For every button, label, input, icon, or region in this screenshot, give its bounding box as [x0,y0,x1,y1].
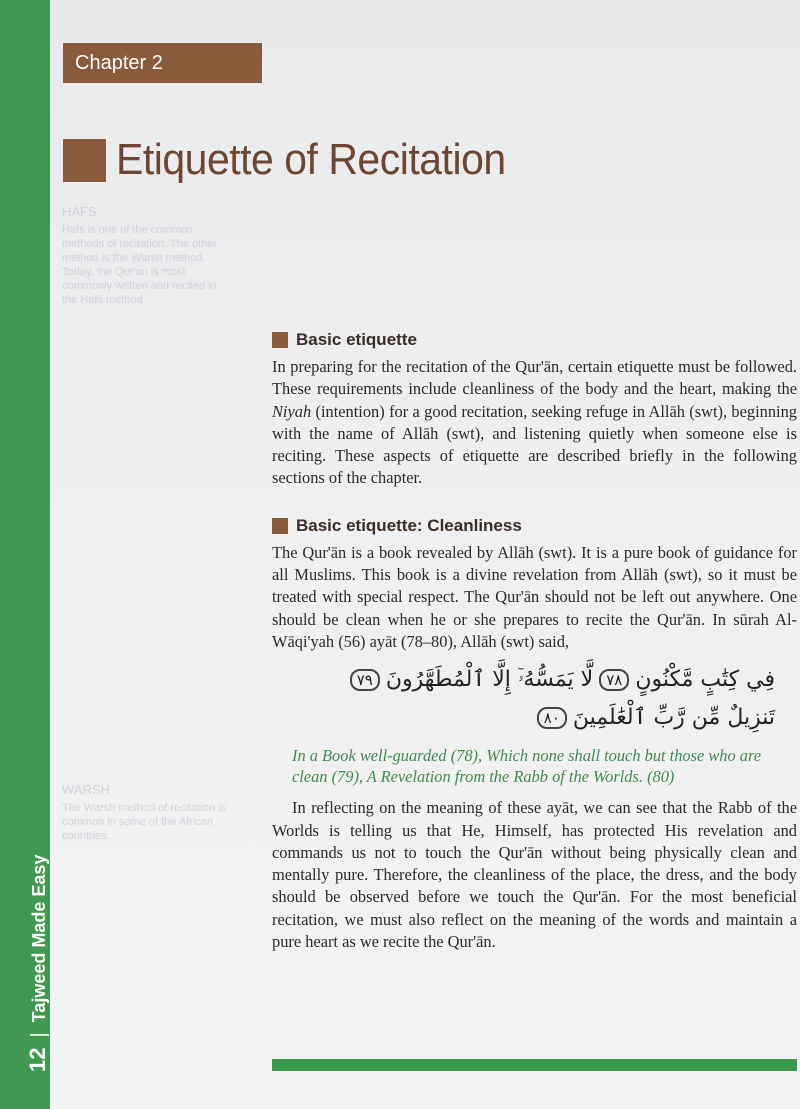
arabic-text: تَنزِيلٌ مِّن رَّبِّ ٱلْعَٰلَمِينَ [572,705,775,731]
paragraph-reflection: In reflecting on the meaning of these ayāt, we can see that the Rabb of the Worlds is telling us that He, Himself, has protected His revelation and commands us not to touch the Qur'ān without being physically clean and mentally pure. Therefore, the cleanliness of the place, the dress, and the body should be observed before we touch the Qur'ān. For the most beneficial recitation, we must also reflect on the meaning of the words and maintain a pure heart as we recite the Qur'ān. [272,798,797,952]
section-heading-text: Basic etiquette: Cleanliness [296,515,522,535]
main-content [272,330,797,953]
verse-translation: In a Book well-guarded (78), Which none shall touch but those who are clean (79), A Revelation from the Rabb of the Worlds. (80) [292,746,762,787]
section-heading-text: Basic etiquette [296,330,417,349]
heading-square-icon [272,332,288,348]
side-note-text: Hafs is one of the common methods of recitation. The other method is the Warsh method. Today, the Qur'an is most commonly written and recited in the Hafs method. [62,224,218,306]
side-note-heading: WARSH [62,782,110,797]
paragraph-part: In preparing for the recitation of the Qur'ān, certain etiquette must be followed. These requirements include cleanliness of the body and the heart, making the [272,357,797,399]
side-note-hafs [62,205,232,307]
chapter-label: Chapter 2 [63,43,262,83]
separator: | [28,1032,50,1038]
page-title-text: Etiquette of Recitation [116,135,506,184]
page-number: 12 [25,1047,50,1072]
arabic-text: لَّا يَمَسُّهُۥٓ إِلَّا ٱلْمُطَهَّرُونَ [385,667,594,693]
side-note-warsh [62,783,232,843]
side-note-heading: HAFS [62,204,97,219]
side-note-text: The Warsh method of recitation is common in some of the African countries. [62,802,227,842]
paragraph-basic-etiquette [272,356,797,490]
paragraph-part: (intention) for a good recitation, seeking refuge in Allāh (swt), beginning with the name of Allāh (swt), and listening quietly when someone else is reciting. These aspects of etiquette are described briefly in the following sections of the chapter. [272,401,797,488]
arabic-text: فِي كِتَٰبٍ مَّكْنُونٍ [635,667,775,693]
side-strip [0,0,50,1109]
arabic-verse-line-1 [272,663,775,697]
ayah-number-marker: ٨٠ [537,707,567,729]
section-heading-basic-etiquette [272,330,797,350]
section-heading-cleanliness [272,516,797,536]
niyah-term: Niyah [272,401,312,421]
heading-square-icon [272,518,288,534]
side-strip-text [25,855,51,1072]
paragraph-cleanliness: The Qur'ān is a book revealed by Allāh (swt). It is a pure book of guidance for all Muslims. This book is a divine revelation from Allāh (swt), so it must be treated with special respect. The Qur'ān should not be left out anywhere. One should be clean when he or she prepares to recite the Qur'ān. In sūrah Al-Wāqi'yah (56) ayāt (78–80), Allāh (swt) said, [272,542,797,651]
ayah-number-marker: ٧٨ [599,669,629,691]
ayah-number-marker: ٧٩ [350,669,380,691]
arabic-verse-line-2 [272,701,775,735]
bottom-divider [272,1059,797,1071]
title-square-icon [63,139,106,182]
book-title: Tajweed Made Easy [29,854,49,1023]
page-title [63,130,535,190]
